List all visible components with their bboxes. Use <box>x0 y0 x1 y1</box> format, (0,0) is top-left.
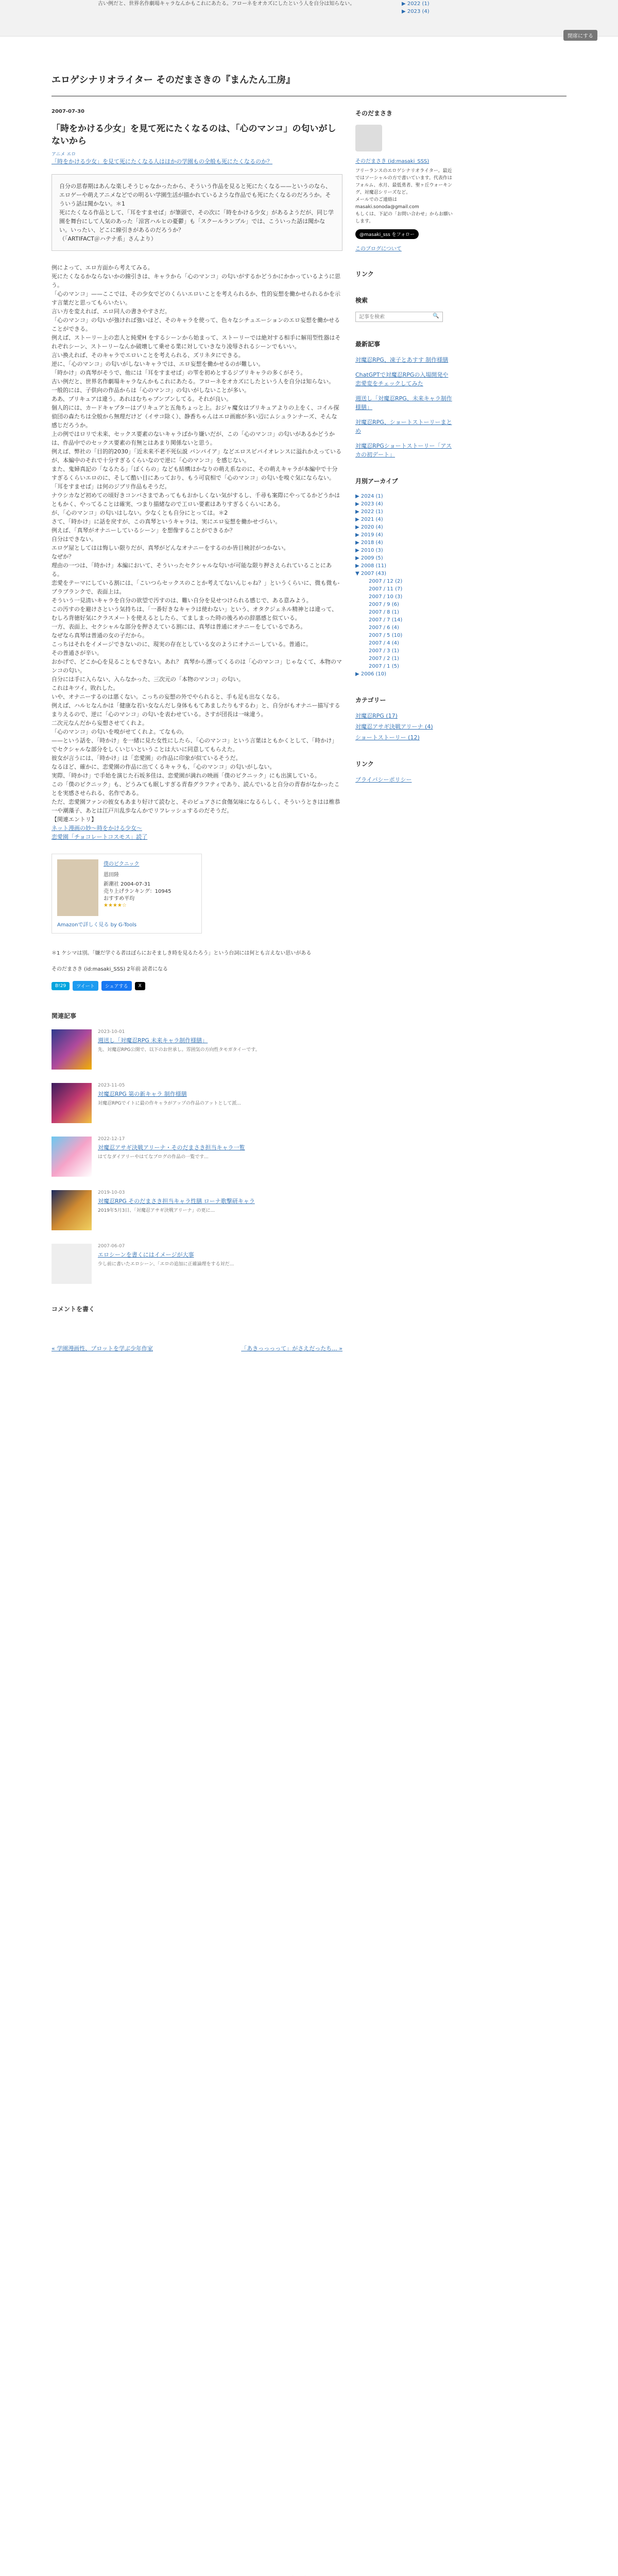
category-link[interactable]: ショートストーリー (12) <box>355 734 420 741</box>
paragraph: 「心のマンコ」の匂いが強ければ強いほど、そのキャラを使って、色々なシチュエーションのエロ妄想を働かせることができる。 例えば、ストーリー上の恋人と純愛H をするシーンから始まって、ストーリーでは絶対する相手に解用型性器はそれぞれシーン、ストーリーなんか破壊して乗せる業に対していきなり凌辱されるシーンでもいい。 言い換えれば、そのキャラでエロいことを考えられる、ズリネタにできる。 <box>52 317 341 359</box>
archive-year[interactable]: ▶ 2009 (5) <box>355 555 383 561</box>
related-title[interactable]: 対魔忍アサギ決戦アリーナ・そのだまさき担当キャラ一覧 <box>98 1144 245 1151</box>
search-heading: 検索 <box>355 297 368 304</box>
recent-entry-link[interactable]: 対魔忍RPG、凍子とあすす 制作様膳 <box>355 357 449 363</box>
follow-button[interactable]: @masaki_sss をフォロー <box>355 229 419 239</box>
archive-year[interactable]: ▶ 2023 (4) <box>355 501 383 507</box>
facebook-share-button[interactable]: シェアする <box>101 981 132 991</box>
paragraph: いや、オナニーするのは悪くない。こっちの妄想の外でやられると、手も足も出なくなる。 例えば、ハルヒなんかは「健康な若い女なんだし身体ももてあましたりもするわ」と、自分がもオナニー描写するまりえるので、逆に「心のマンコ」の匂いを表わせている。さすが団長は一味違う。 <box>52 693 340 718</box>
archive-year[interactable]: ▶ 2021 (4) <box>355 517 383 522</box>
profile-id-link[interactable]: そのだまさき (id:masaki_SSS) <box>355 159 430 164</box>
paragraph: 二次元なんだから妄想させてくれよ。 「心のマンコ」の匂いを嗅がせてくれよ。てなもの。 <box>52 720 187 735</box>
links-heading: リンク <box>355 760 374 768</box>
top-archive <box>402 0 430 15</box>
paragraph: ——という話を、「時かけ」を一緒に見た女性にしたら、「心のマンコ」という言葉はともかくとして、「時かけ」でセクシャルな部分をしくいじいということは大いに同意してもらえた。 <box>52 737 338 753</box>
lead-link[interactable]: 「時をかける少女」を見て死にたくなる人はほかの学園もの全般も死にたくなるのか？ <box>52 158 272 165</box>
amazon-link[interactable]: Amazonで詳しく見る by G-Tools <box>57 922 137 928</box>
archive-month[interactable]: 2007 / 10 (3) <box>369 594 403 600</box>
amazon-meta: 新潮社 2004-07-31 売り上げランキング：10945 おすすめ平均 <box>104 882 171 902</box>
quote-text: 自分の思春期はあんな楽しそうじゃなかったから、そういう作品を見ると死にたくなる——というのなら、エロゲーや萌えアニメなどでの明るい学園生活が描かれているような作品でも死にたくなるのだろうか。そういう話は聞かない。＊1 死にたくなる作品として、「耳をすませば」が筆頭で、その次に「時をかける少女」があるようだが、同じ学園を舞台にして人気のあった「涼宮ハルヒの憂鬱」も「スクールランブル」では、こういった話は聞かない。いったい、どこに線引きがあるのだろうか？ （「ARTIFACT＠ハテナ系」さんより） <box>59 183 334 242</box>
next-entry-link[interactable]: 「あきっっっって」がさえだったち... » <box>241 1345 342 1352</box>
recent-entry-link[interactable]: 対魔忍RPG、ショートストーリーまとめ <box>355 419 452 434</box>
top-year-2023[interactable]: ▶ 2023 (4) <box>402 9 430 14</box>
related-thumbnail[interactable] <box>52 1083 92 1123</box>
amazon-box <box>52 854 202 934</box>
archive-year[interactable]: ▶ 2019 (4) <box>355 532 383 538</box>
related-item[interactable] <box>52 1137 342 1177</box>
related-section <box>52 1011 342 1284</box>
avatar[interactable] <box>355 125 382 151</box>
sidebar <box>355 96 453 802</box>
related-title[interactable]: 対魔忍RPG そのだまさき担当キャラ性膳 ローナ歌撃研キャラ <box>98 1198 255 1205</box>
quote-block <box>52 174 342 251</box>
category-module <box>355 696 453 742</box>
recent-entry-link[interactable]: 対魔忍RPGショートストーリー「アスカの初デート」 <box>355 443 452 458</box>
category-heading: カテゴリー <box>355 697 386 704</box>
hatena-bookmark-button[interactable]: B!29 <box>52 982 70 990</box>
paragraph: ただ、恋愛園ファンの彼女もあまり好けて読むと、そのピュアさに食傷気味になるらしく、そういうときはは椎恭一や潮藻子、あとは江戸川乱歩なんかでリフレッシュするのだそうだ。 <box>52 799 340 814</box>
archive-year[interactable]: ▶ 2008 (11) <box>355 563 387 569</box>
footnote: ＊1 ケシマは別。「嫌だ学ぐる者はぼらにおそましき時を見るたろう」という台詞には何とも言えない思いがある <box>52 951 312 956</box>
related-thumbnail[interactable] <box>52 1244 92 1284</box>
related-thumbnail[interactable] <box>52 1137 92 1177</box>
related-item[interactable] <box>52 1244 342 1284</box>
prev-entry-link[interactable]: « 学園漫画性、プロットを学ぶ少年作家 <box>52 1345 153 1352</box>
star-rating-icon: ★★★★☆ <box>104 903 127 908</box>
paragraph: 逆に、「心のマンコ」の匂いがしないキャラでは、エロ妄想を働かせるのが難しい。 「時かけ」の真琴がそうで、他には「耳をすませば」の雫を初めとするジブリキャラの多くがそう。 古い例だと、世界名作劇場キャラなんかもこれにあたる。フローネをオカズにしたという人を自分は知らない。 <box>52 361 335 385</box>
related-title[interactable]: 週送し「対魔忍RPG 未来キャラ制作様膳」 <box>98 1037 208 1044</box>
archive-month[interactable]: 2007 / 1 (5) <box>369 664 399 669</box>
related-thumbnail[interactable] <box>52 1029 92 1070</box>
top-year-2022[interactable]: ▶ 2022 (1) <box>402 1 430 7</box>
archive-year[interactable]: ▶ 2010 (3) <box>355 548 383 553</box>
archive-month[interactable]: 2007 / 6 (4) <box>369 625 399 631</box>
archive-month[interactable]: 2007 / 5 (10) <box>369 633 403 638</box>
category-link[interactable]: 対魔忍RPG (17) <box>355 713 398 719</box>
recent-entry-link[interactable]: 週送し「対魔忍RPG、未来キャラ制作様膳」 <box>355 395 452 411</box>
top-snippet: 古い例だと、世界名作劇場キャラなんかもこれにあたる。フローネをオカズにしたという人を自分は知らない。 <box>98 1 355 7</box>
related-title[interactable]: 対魔忍RPG 第の新キャラ 制作様膳 <box>98 1091 187 1097</box>
archive-month[interactable]: 2007 / 4 (4) <box>369 640 399 646</box>
archive-module <box>355 477 453 678</box>
archive-month[interactable]: 2007 / 8 (1) <box>369 609 399 615</box>
site-title[interactable]: エロゲシナリオライター そのだまさきの『まんたん工房』 <box>52 75 296 86</box>
archive-year-open[interactable]: ▼ 2007 (43) <box>355 571 387 577</box>
related-entries-heading: 【関連エントリ】 <box>52 816 97 823</box>
link-module <box>355 269 453 278</box>
related-date: 2007-06-07 <box>98 1244 125 1249</box>
related-heading: 関連記事 <box>52 1012 77 1020</box>
related-desc: はてなダイアリーやはてなブログの作品の一覧です... <box>98 1155 209 1160</box>
entry-title[interactable]: 「時をかける少女」を見て死にたくなるのは、「心のマンコ」の匂いがしないから <box>52 124 336 146</box>
top-bar <box>0 0 618 37</box>
archive-year[interactable]: ▶ 2022 (1) <box>355 509 383 515</box>
amazon-author: 恩田陸 <box>104 872 119 878</box>
related-desc: 少し前に書いたエロシーン、「エロの追加に正確論理をする対だ... <box>98 1262 234 1267</box>
paragraph: 上の例ではロリで未来、セックス要素のないキャラばかり嫌いだが、この「心のマンコ」の匂いがあるかどうかは、作品中でのセックス要素の有無とはあまり関係ないと思う。 例えば、弊社の「目的的2030」「近未来不老不死伝説 バンパイア」などエロスピパイオレンスに溢れかえっているが、本編中のそれで十分すぎるくらいなので逆に「心のマンコ」を感じない。 また、鬼婦真記の「なるたる」「ぼくらの」なども結構はかなりの萌え系なのに、その萌えキャラが本編中で十分すぎるくらいエロのに、そして酷い目にあっており、もう可哀相で「心のマンコ」の匂いを嗅ぐ気にならない。 「耳をすませば」は何のジブリ作品もそうだ。 ナウシカなど初めての頃好きコンバさまであってももおかしくない気がするし、千尋も案際にやってるかどうかはともかく、やってることは確実、つまり描緒なので工ロい要素はありすぎるくらいにある。 が、「心のマンコ」の匂いはしない。少なくとも自分にとっては。＊2 <box>52 431 341 516</box>
related-date: 2022-12-17 <box>98 1137 125 1142</box>
tweet-button[interactable]: ツイート <box>73 981 98 991</box>
related-desc: 先、対魔忍RPG公開で、以下のお世承し。雰囲気の方向性タモガタイーです。 <box>98 1047 260 1053</box>
paragraph: さて、「時かけ」に話を戻すが、この真琴というキャラは、実にエロ妄想を働かせづらい。 例えば、「真琴がオナニーしているシーン」を想像することができるか？ 自分はできない。 エロゲ屋としてはは悔しい限りだが、真琴がどんなオナニーをするのか皆目検討がつかない。 なぜか？ 理由の一つは、「時かけ」本編において、そういったセクシャルな匂いが可能な限り押さえられていることにある。 恋愛をテーマにしている割には、「こいつらセックスのことか考えてないんじゃね？」というくらいに、微も微も-ブラブランクで、表面上は。 そういう一見清いキャラを自分の欲望で汚すのは、難い自分を見せつけられる感じで、ある意みよう。 この汚すのを避けさという気持ちは、「一番好きなキャラは使わない」という、オタクジェネル精神とは違って、むしろ背徳好気にクラスメートを使えるとしたら、てましまった時の後ろめの辞悪感と似ている。 <box>52 518 340 621</box>
profile-module <box>355 109 453 252</box>
related-item[interactable] <box>52 1190 342 1230</box>
content-wrap <box>52 96 566 2564</box>
comments-section <box>52 1304 342 1352</box>
archive-month[interactable]: 2007 / 3 (1) <box>369 648 399 654</box>
main-column <box>52 96 342 1352</box>
related-item[interactable] <box>52 1029 342 1070</box>
recent-entries-module <box>355 340 453 459</box>
related-item[interactable] <box>52 1083 342 1123</box>
related-desc: 2019年5月3日、「対魔忍アサギ決戦アリーナ」の更に... <box>98 1208 215 1213</box>
site-header <box>52 37 566 96</box>
archive-year[interactable]: ▶ 2020 (4) <box>355 524 383 530</box>
related-date: 2023-10-01 <box>98 1029 125 1035</box>
related-thumbnail[interactable] <box>52 1190 92 1230</box>
profile-heading: そのだまさき <box>355 110 393 117</box>
search-module <box>355 296 453 322</box>
related-title[interactable]: エロシーンを書くにはイメージが大事 <box>98 1251 194 1258</box>
archive-year[interactable]: ▶ 2024 (1) <box>355 494 383 499</box>
entry-date[interactable]: 2007-07-30 <box>52 109 84 114</box>
recent-heading: 最新記事 <box>355 341 381 348</box>
paragraph: 例によって、エロ方面から考えてみる。 死にたくなるかならないかの線引きは、キャラから「心のマンコ」の匂いがするかどうかにかかっているように思う。 「心のマンコ」——ここでは、その少女でどのくらいエロいことを考えられるか、性的妄想を働かせられるかを示す言葉だと思ってもらいたい。 言い方を変えれば、エロ同人の書きやすさだ。 <box>52 264 340 315</box>
privacy-policy-link[interactable]: プライバシーポリシー <box>355 776 412 783</box>
paragraph: 一般的には、子供向の作品からは「心のマンコ」の匂いがしないことが多い。 ああ、プリキュアは違う。あれはむちゃブンブンしてる。それが良い。 個人的には、カードキャプターはプリキュアと五角ちょっと上。おジャ魔女はプリキュアよりの上をく、コイル探偵団の森たちは全般から無理だけど（イサコ除く）、静香ちゃんはエロ画廊が多い辺にムシュランナーズ、そんな感じだろうか。 <box>52 387 339 429</box>
x-icon[interactable]: X <box>135 982 145 990</box>
archive-year[interactable]: ▶ 2018 (4) <box>355 540 383 546</box>
archive-month[interactable]: 2007 / 12 (2) <box>369 579 403 584</box>
close-button[interactable]: 閉席にする <box>563 30 597 41</box>
share-buttons <box>52 981 342 991</box>
search-icon[interactable]: 🔍 <box>433 313 439 319</box>
entry-body <box>52 157 342 991</box>
category-link[interactable]: 対魔忍アサギ決戦アリーナ (4) <box>355 723 433 730</box>
related-entry-link[interactable]: ネット漫画の妙～時をかける少女～ <box>52 825 142 832</box>
archive-heading: 月別アーカイブ <box>355 478 398 485</box>
amazon-title[interactable]: 僕のピクニック <box>104 861 140 867</box>
archive-year[interactable]: ▶ 2006 (10) <box>355 671 387 677</box>
archive-month[interactable]: 2007 / 2 (1) <box>369 656 399 662</box>
related-entry-link[interactable]: 恋愛園「チョコレートコスモス」読了 <box>52 834 148 840</box>
comments-heading[interactable]: コメントを書く <box>52 1306 95 1313</box>
archive-month[interactable]: 2007 / 7 (14) <box>369 617 403 623</box>
related-desc: 対魔忍RPGでイトに最の作キャラがアップの作品のアットとして派... <box>98 1101 241 1106</box>
link-heading: リンク <box>355 270 374 278</box>
search-input[interactable] <box>355 312 443 322</box>
related-date: 2019-10-03 <box>98 1190 125 1195</box>
paragraph: 彼女が言うには、「時かけ」は「恋愛園」の作品に印象が似ているそうだ。 なるほど、確かに、恋愛園の作品に出てくるキャラも、「心のマンコ」の匂いがしない。 実際、「時かけ」で手始を演じた石坂多佳は、恋愛園が満れの映画「僕のピクニック」にも出演している。 この「僕のピクニック」も、どうみても眠しすぎる青春グラフティであり、読んでいると自分の青春がなかったことを実感させられる、名作である。 <box>52 755 340 796</box>
archive-month[interactable]: 2007 / 11 (7) <box>369 586 403 592</box>
links-module <box>355 759 453 784</box>
profile-text: フリーランスのエロゲシナリオライター。最近ではソーシャルの方で書いています。代表作はフォルム、水月、最低勇者、聖ヶ丘ウォーキング、対魔忍シリーズなど。 メールでのご連絡は masaki.sonoda@gmail.com もしくは、下記の「お問い合わせ」からお願いします。 <box>355 168 453 224</box>
archive-month[interactable]: 2007 / 9 (6) <box>369 602 399 607</box>
paragraph: 一方、表面上、セクシャルな部分を押さえている割には、真琴は普通にオナニーをしているであろ。 なぜなら真琴は普通の女の子だから。 こっちはそれをイメージできないのに、現実の存在としている女のようにオナニーしている。普通に。 その普通さが辛い。 おかげで、どこか心を見ることもできない。あれ？ 真琴から漂ってくるのは「心のマンコ」じゃなくて、本物のマンコの匂い。 自分には手に入らない、入らなかった、三次元の「本物のマンコ」の匂い。 これはキツイ。敗れした。 <box>52 623 342 691</box>
about-blog-link[interactable]: このブログについて <box>355 246 402 252</box>
entry-categories[interactable]: アニメ エロ <box>52 152 76 157</box>
recent-entry-link[interactable]: ChatGPTで対魔忍RPGの入場開発や恋愛変をチェックしてみた <box>355 371 449 387</box>
author-line[interactable]: そのだまさき (id:masaki_SSS) 2年前 読者になる <box>52 967 168 972</box>
book-cover-image[interactable] <box>57 859 98 916</box>
related-date: 2023-11-05 <box>98 1083 125 1088</box>
